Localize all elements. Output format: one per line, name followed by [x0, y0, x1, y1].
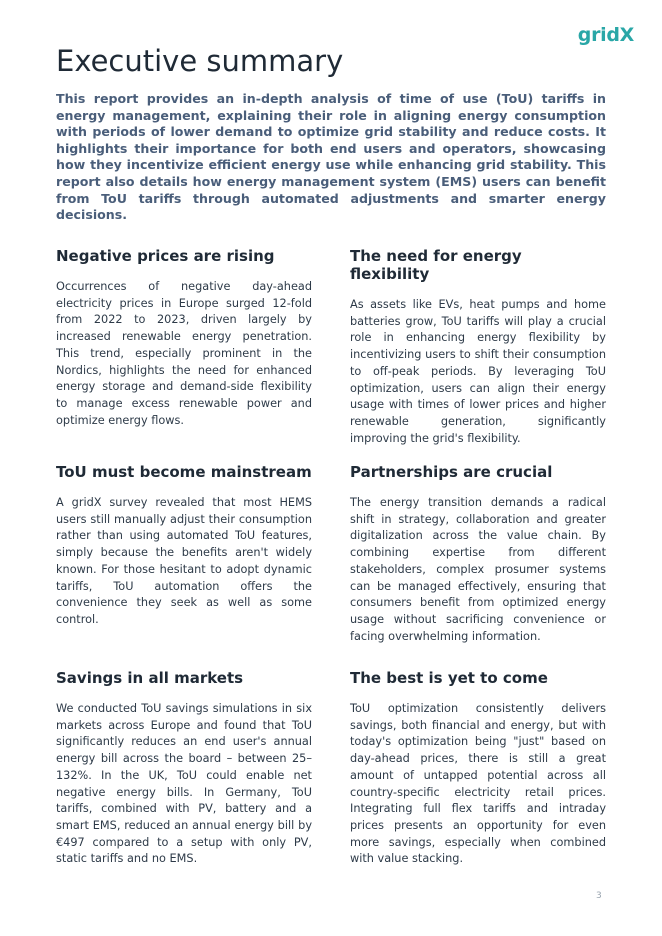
- section-partnerships: [350, 463, 606, 645]
- page-title: Executive summary: [56, 44, 344, 78]
- section-body: The energy transition demands a radical shift in strategy, collaboration and greater digitalization across the value chain. By combining expertise from different stakeholders, complex prosumer systems can be managed effectively, ensuring that consumers benefit from optimized energy usage without sacrificing convenience or facing overwhelming information.: [350, 496, 606, 643]
- page-number: 3: [596, 891, 602, 901]
- section-heading: The best is yet to come: [350, 669, 548, 687]
- section-energy-flexibility: [350, 247, 606, 447]
- section-body: A gridX survey revealed that most HEMS users still manually adjust their consumption rather than using automated ToU features, simply because the benefits aren't widely known. For those hesitant to adopt dynamic tariffs, ToU automation offers the convenience they seek as well as some control.: [56, 496, 312, 626]
- section-best-yet-to-come: [350, 669, 606, 868]
- section-body: Occurrences of negative day-ahead electricity prices in Europe surged 12-fold from 2022 to 2023, driven largely by increased renewable energy penetration. This trend, especially prominent in the Nordics, highlights the need for enhanced energy storage and demand-side flexibility to manage excess renewable power and optimize energy flows.: [56, 280, 312, 427]
- section-negative-prices: [56, 247, 312, 429]
- section-heading: The need for energy flexibility: [350, 247, 522, 283]
- section-heading: ToU must become mainstream: [56, 463, 312, 481]
- section-savings: [56, 669, 312, 868]
- section-body: We conducted ToU savings simulations in six markets across Europe and found that ToU significantly reduces an end user's annual energy bill across the board – between 25–132%. In the UK, ToU could enable net negative energy bills. In Germany, ToU tariffs, combined with PV, battery and a smart EMS, reduced an annual energy bill by €497 compared to a setup with only PV, static tariffs and no EMS.: [56, 702, 312, 866]
- section-heading: Partnerships are crucial: [350, 463, 553, 481]
- section-heading: Negative prices are rising: [56, 247, 275, 265]
- section-heading: Savings in all markets: [56, 669, 244, 687]
- gridx-logo: gridX: [577, 24, 634, 46]
- section-body: ToU optimization consistently delivers savings, both financial and energy, but with today's optimization being "just" based on day-ahead prices, there is still a great amount of untapped potential across all country-specific electricity retail prices. Integrating full flex tariffs and intraday prices presents an opportunity for even more savings, especially when combined with value stacking.: [350, 702, 606, 866]
- intro-paragraph: This report provides an in-depth analysis of time of use (ToU) tariffs in energy management, explaining their role in aligning energy consumption with periods of lower demand to optimize grid stability and reduce costs. It highlights their importance for both end users and operators, showcasing how they incentivize efficient energy use while enhancing grid stability. This report also details how energy management system (EMS) users can benefit from ToU tariffs through automated adjustments and smarter energy decisions.: [56, 91, 606, 223]
- section-body: As assets like EVs, heat pumps and home batteries grow, ToU tariffs will play a crucial role in enhancing energy flexibility by incentivizing users to shift their consumption to off-peak periods. By leveraging ToU optimization, users can align their energy usage with times of lower prices and higher renewable generation, significantly improving the grid's flexibility.: [350, 298, 606, 445]
- section-tou-mainstream: [56, 463, 312, 629]
